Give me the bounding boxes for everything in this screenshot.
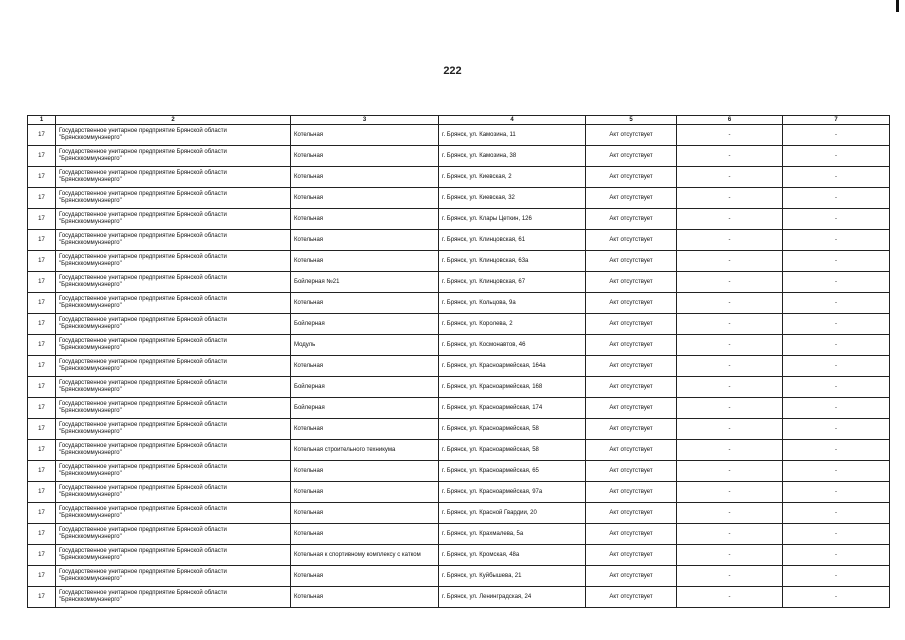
header-col-3: 3	[291, 116, 439, 125]
address-cell: г. Брянск, ул. Красноармейская, 174	[439, 398, 586, 419]
organization-name: Государственное унитарное предприятие Брянской области	[59, 128, 227, 135]
organization-brand: "Брянсккоммунэнерго"	[59, 156, 122, 162]
col6-cell: -	[677, 356, 783, 377]
act-status-cell: Акт отсутствует	[586, 272, 677, 293]
col6-cell: -	[677, 251, 783, 272]
address-cell: г. Брянск, ул. Ленинградская, 24	[439, 587, 586, 608]
organization-cell	[56, 377, 291, 398]
organization-cell	[56, 398, 291, 419]
organization-brand: "Брянсккоммунэнерго"	[59, 177, 122, 183]
col6-cell: -	[677, 335, 783, 356]
organization-brand: "Брянсккоммунэнерго"	[59, 534, 122, 540]
row-number-cell: 17	[28, 377, 56, 398]
address-cell: г. Брянск, ул. Кромская, 48а	[439, 545, 586, 566]
act-status-cell: Акт отсутствует	[586, 314, 677, 335]
table-row	[28, 587, 890, 608]
row-number-cell: 17	[28, 335, 56, 356]
act-status-cell: Акт отсутствует	[586, 377, 677, 398]
table-row	[28, 335, 890, 356]
organization-name: Государственное унитарное предприятие Брянской области	[59, 422, 227, 429]
organization-brand: "Брянсккоммунэнерго"	[59, 345, 122, 351]
col6-cell: -	[677, 461, 783, 482]
organization-name: Государственное унитарное предприятие Брянской области	[59, 149, 227, 156]
col7-cell: -	[783, 167, 890, 188]
object-cell: Котельная	[291, 167, 439, 188]
col6-cell: -	[677, 377, 783, 398]
object-cell: Котельная	[291, 293, 439, 314]
address-cell: г. Брянск, ул. Космонавтов, 46	[439, 335, 586, 356]
col6-cell: -	[677, 524, 783, 545]
table-row	[28, 524, 890, 545]
col7-cell: -	[783, 314, 890, 335]
row-number-cell: 17	[28, 524, 56, 545]
object-cell: Котельная	[291, 188, 439, 209]
table-row	[28, 314, 890, 335]
header-col-1: 1	[28, 116, 56, 125]
address-cell: г. Брянск, ул. Крахмалева, 5а	[439, 524, 586, 545]
organization-brand: "Брянсккоммунэнерго"	[59, 135, 122, 141]
object-cell: Бойлерная №21	[291, 272, 439, 293]
organization-cell	[56, 461, 291, 482]
act-status-cell: Акт отсутствует	[586, 545, 677, 566]
organization-name: Государственное унитарное предприятие Брянской области	[59, 296, 227, 303]
act-status-cell: Акт отсутствует	[586, 587, 677, 608]
object-cell: Котельная	[291, 209, 439, 230]
object-cell: Котельная	[291, 419, 439, 440]
row-number-cell: 17	[28, 209, 56, 230]
organization-cell	[56, 566, 291, 587]
table-row	[28, 356, 890, 377]
object-cell: Котельная к спортивному комплексу с катком	[291, 545, 439, 566]
table-row	[28, 545, 890, 566]
col7-cell: -	[783, 545, 890, 566]
organization-name: Государственное унитарное предприятие Брянской области	[59, 590, 227, 597]
address-cell: г. Брянск, ул. Клары Цеткин, 126	[439, 209, 586, 230]
act-status-cell: Акт отсутствует	[586, 335, 677, 356]
row-number-cell: 17	[28, 419, 56, 440]
organization-cell	[56, 272, 291, 293]
table-row	[28, 440, 890, 461]
act-status-cell: Акт отсутствует	[586, 461, 677, 482]
act-status-cell: Акт отсутствует	[586, 293, 677, 314]
organization-name: Государственное унитарное предприятие Брянской области	[59, 485, 227, 492]
act-status-cell: Акт отсутствует	[586, 398, 677, 419]
row-number-cell: 17	[28, 146, 56, 167]
col7-cell: -	[783, 398, 890, 419]
organization-brand: "Брянсккоммунэнерго"	[59, 408, 122, 414]
address-cell: г. Брянск, ул. Клинцовская, 61	[439, 230, 586, 251]
row-number-cell: 17	[28, 356, 56, 377]
organization-brand: "Брянсккоммунэнерго"	[59, 471, 122, 477]
organization-cell	[56, 335, 291, 356]
organization-brand: "Брянсккоммунэнерго"	[59, 555, 122, 561]
object-cell: Котельная	[291, 461, 439, 482]
organization-brand: "Брянсккоммунэнерго"	[59, 492, 122, 498]
header-col-7: 7	[783, 116, 890, 125]
address-cell: г. Брянск, ул. Киевская, 2	[439, 167, 586, 188]
act-status-cell: Акт отсутствует	[586, 482, 677, 503]
organization-name: Государственное унитарное предприятие Брянской области	[59, 506, 227, 513]
organization-brand: "Брянсккоммунэнерго"	[59, 366, 122, 372]
row-number-cell: 17	[28, 293, 56, 314]
organization-cell	[56, 230, 291, 251]
table-row	[28, 188, 890, 209]
col7-cell: -	[783, 503, 890, 524]
row-number-cell: 17	[28, 566, 56, 587]
address-cell: г. Брянск, ул. Камозина, 38	[439, 146, 586, 167]
row-number-cell: 17	[28, 482, 56, 503]
organization-brand: "Брянсккоммунэнерго"	[59, 513, 122, 519]
address-cell: г. Брянск, ул. Куйбышева, 21	[439, 566, 586, 587]
object-cell: Котельная	[291, 356, 439, 377]
act-status-cell: Акт отсутствует	[586, 209, 677, 230]
object-cell: Бойлерная	[291, 398, 439, 419]
act-status-cell: Акт отсутствует	[586, 230, 677, 251]
col7-cell: -	[783, 125, 890, 146]
organization-cell	[56, 524, 291, 545]
organization-cell	[56, 209, 291, 230]
act-status-cell: Акт отсутствует	[586, 440, 677, 461]
organization-name: Государственное унитарное предприятие Брянской области	[59, 359, 227, 366]
scan-edge-mark	[896, 0, 899, 12]
table-row	[28, 125, 890, 146]
address-cell: г. Брянск, ул. Красноармейская, 97а	[439, 482, 586, 503]
organization-name: Государственное унитарное предприятие Брянской области	[59, 254, 227, 261]
col6-cell: -	[677, 503, 783, 524]
col7-cell: -	[783, 377, 890, 398]
col7-cell: -	[783, 566, 890, 587]
organization-brand: "Брянсккоммунэнерго"	[59, 324, 122, 330]
object-cell: Котельная	[291, 146, 439, 167]
organization-cell	[56, 251, 291, 272]
col6-cell: -	[677, 419, 783, 440]
organization-name: Государственное унитарное предприятие Брянской области	[59, 317, 227, 324]
object-cell: Котельная	[291, 566, 439, 587]
organization-brand: "Брянсккоммунэнерго"	[59, 450, 122, 456]
table-row	[28, 419, 890, 440]
organization-name: Государственное унитарное предприятие Брянской области	[59, 443, 227, 450]
object-cell: Котельная	[291, 482, 439, 503]
table-row	[28, 167, 890, 188]
header-col-6: 6	[677, 116, 783, 125]
col6-cell: -	[677, 587, 783, 608]
organization-name: Государственное унитарное предприятие Брянской области	[59, 233, 227, 240]
address-cell: г. Брянск, ул. Камозина, 11	[439, 125, 586, 146]
table-row	[28, 503, 890, 524]
col7-cell: -	[783, 230, 890, 251]
address-cell: г. Брянск, ул. Королева, 2	[439, 314, 586, 335]
table-row	[28, 377, 890, 398]
organization-name: Государственное унитарное предприятие Брянской области	[59, 464, 227, 471]
col6-cell: -	[677, 146, 783, 167]
row-number-cell: 17	[28, 125, 56, 146]
organization-brand: "Брянсккоммунэнерго"	[59, 597, 122, 603]
organization-cell	[56, 356, 291, 377]
organization-brand: "Брянсккоммунэнерго"	[59, 198, 122, 204]
col6-cell: -	[677, 230, 783, 251]
act-status-cell: Акт отсутствует	[586, 188, 677, 209]
table-row	[28, 251, 890, 272]
row-number-cell: 17	[28, 461, 56, 482]
object-cell: Котельная	[291, 524, 439, 545]
address-cell: г. Брянск, ул. Красноармейская, 65	[439, 461, 586, 482]
col6-cell: -	[677, 440, 783, 461]
table-body	[28, 125, 890, 608]
col7-cell: -	[783, 419, 890, 440]
act-status-cell: Акт отсутствует	[586, 146, 677, 167]
organization-cell	[56, 146, 291, 167]
object-cell: Бойлерная	[291, 314, 439, 335]
col7-cell: -	[783, 461, 890, 482]
object-cell: Модуль	[291, 335, 439, 356]
organization-name: Государственное унитарное предприятие Брянской области	[59, 212, 227, 219]
organization-name: Государственное унитарное предприятие Брянской области	[59, 569, 227, 576]
col6-cell: -	[677, 566, 783, 587]
col6-cell: -	[677, 167, 783, 188]
register-table	[27, 115, 890, 608]
row-number-cell: 17	[28, 587, 56, 608]
object-cell: Котельная	[291, 503, 439, 524]
col6-cell: -	[677, 209, 783, 230]
col7-cell: -	[783, 209, 890, 230]
organization-brand: "Брянсккоммунэнерго"	[59, 282, 122, 288]
table-header-row	[28, 116, 890, 125]
row-number-cell: 17	[28, 398, 56, 419]
address-cell: г. Брянск, ул. Красноармейская, 58	[439, 440, 586, 461]
address-cell: г. Брянск, ул. Красноармейская, 58	[439, 419, 586, 440]
col7-cell: -	[783, 188, 890, 209]
col6-cell: -	[677, 293, 783, 314]
organization-cell	[56, 314, 291, 335]
address-cell: г. Брянск, ул. Красноармейская, 164а	[439, 356, 586, 377]
col7-cell: -	[783, 272, 890, 293]
object-cell: Бойлерная	[291, 377, 439, 398]
table-row	[28, 146, 890, 167]
row-number-cell: 17	[28, 251, 56, 272]
address-cell: г. Брянск, ул. Красной Гвардии, 20	[439, 503, 586, 524]
organization-name: Государственное унитарное предприятие Брянской области	[59, 170, 227, 177]
col6-cell: -	[677, 125, 783, 146]
row-number-cell: 17	[28, 503, 56, 524]
address-cell: г. Брянск, ул. Красноармейская, 168	[439, 377, 586, 398]
organization-name: Государственное унитарное предприятие Брянской области	[59, 338, 227, 345]
table-row	[28, 566, 890, 587]
object-cell: Котельная строительного техникума	[291, 440, 439, 461]
organization-cell	[56, 587, 291, 608]
table-row	[28, 272, 890, 293]
col7-cell: -	[783, 251, 890, 272]
organization-brand: "Брянсккоммунэнерго"	[59, 576, 122, 582]
address-cell: г. Брянск, ул. Клинцовская, 67	[439, 272, 586, 293]
address-cell: г. Брянск, ул. Киевская, 32	[439, 188, 586, 209]
organization-cell	[56, 503, 291, 524]
act-status-cell: Акт отсутствует	[586, 503, 677, 524]
organization-name: Государственное унитарное предприятие Брянской области	[59, 275, 227, 282]
row-number-cell: 17	[28, 314, 56, 335]
row-number-cell: 17	[28, 188, 56, 209]
organization-cell	[56, 167, 291, 188]
table-row	[28, 230, 890, 251]
object-cell: Котельная	[291, 251, 439, 272]
col7-cell: -	[783, 482, 890, 503]
table-row	[28, 209, 890, 230]
row-number-cell: 17	[28, 440, 56, 461]
organization-brand: "Брянсккоммунэнерго"	[59, 261, 122, 267]
organization-name: Государственное унитарное предприятие Брянской области	[59, 548, 227, 555]
row-number-cell: 17	[28, 167, 56, 188]
organization-cell	[56, 188, 291, 209]
table-row	[28, 482, 890, 503]
col6-cell: -	[677, 188, 783, 209]
col7-cell: -	[783, 335, 890, 356]
table-row	[28, 461, 890, 482]
organization-cell	[56, 482, 291, 503]
object-cell: Котельная	[291, 587, 439, 608]
col6-cell: -	[677, 545, 783, 566]
organization-cell	[56, 125, 291, 146]
address-cell: г. Брянск, ул. Кольцова, 9а	[439, 293, 586, 314]
organization-brand: "Брянсккоммунэнерго"	[59, 429, 122, 435]
act-status-cell: Акт отсутствует	[586, 167, 677, 188]
col6-cell: -	[677, 398, 783, 419]
organization-brand: "Брянсккоммунэнерго"	[59, 240, 122, 246]
organization-brand: "Брянсккоммунэнерго"	[59, 219, 122, 225]
col6-cell: -	[677, 272, 783, 293]
col7-cell: -	[783, 587, 890, 608]
organization-name: Государственное унитарное предприятие Брянской области	[59, 527, 227, 534]
header-col-5: 5	[586, 116, 677, 125]
act-status-cell: Акт отсутствует	[586, 251, 677, 272]
object-cell: Котельная	[291, 125, 439, 146]
header-col-2: 2	[56, 116, 291, 125]
row-number-cell: 17	[28, 545, 56, 566]
col7-cell: -	[783, 440, 890, 461]
act-status-cell: Акт отсутствует	[586, 566, 677, 587]
row-number-cell: 17	[28, 230, 56, 251]
col7-cell: -	[783, 146, 890, 167]
act-status-cell: Акт отсутствует	[586, 125, 677, 146]
organization-cell	[56, 440, 291, 461]
organization-cell	[56, 545, 291, 566]
col6-cell: -	[677, 482, 783, 503]
col7-cell: -	[783, 524, 890, 545]
page-number: 222	[443, 65, 462, 77]
header-col-4: 4	[439, 116, 586, 125]
organization-cell	[56, 293, 291, 314]
organization-cell	[56, 419, 291, 440]
col7-cell: -	[783, 293, 890, 314]
organization-name: Государственное унитарное предприятие Брянской области	[59, 401, 227, 408]
act-status-cell: Акт отсутствует	[586, 356, 677, 377]
organization-brand: "Брянсккоммунэнерго"	[59, 387, 122, 393]
act-status-cell: Акт отсутствует	[586, 419, 677, 440]
table-row	[28, 293, 890, 314]
object-cell: Котельная	[291, 230, 439, 251]
organization-brand: "Брянсккоммунэнерго"	[59, 303, 122, 309]
row-number-cell: 17	[28, 272, 56, 293]
col6-cell: -	[677, 314, 783, 335]
address-cell: г. Брянск, ул. Клинцовская, 63а	[439, 251, 586, 272]
organization-name: Государственное унитарное предприятие Брянской области	[59, 380, 227, 387]
col7-cell: -	[783, 356, 890, 377]
act-status-cell: Акт отсутствует	[586, 524, 677, 545]
organization-name: Государственное унитарное предприятие Брянской области	[59, 191, 227, 198]
table-row	[28, 398, 890, 419]
